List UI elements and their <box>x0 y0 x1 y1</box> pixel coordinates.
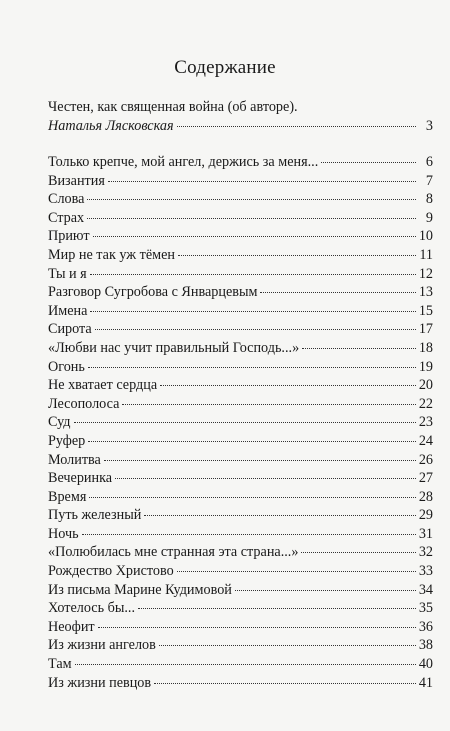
page-number: 23 <box>418 414 433 431</box>
page-number: 35 <box>418 600 433 617</box>
toc-entry <box>48 173 433 192</box>
page-number: 7 <box>425 172 433 189</box>
page-number: 13 <box>418 284 433 301</box>
toc-entry-title: Руфер <box>48 432 86 449</box>
toc-entry <box>48 452 433 471</box>
toc-entry-title: Суд <box>48 414 71 431</box>
toc-entry-title: Там <box>48 656 72 673</box>
dot-leader <box>104 460 416 461</box>
toc-entry <box>48 600 433 619</box>
toc-entry-title: Хотелось бы... <box>48 600 135 617</box>
toc-entry-title: Имена <box>48 302 88 319</box>
page-number: 22 <box>418 395 433 412</box>
dot-leader <box>235 590 416 591</box>
page-number: 40 <box>418 656 433 673</box>
toc-entry <box>48 247 433 266</box>
toc-entry <box>48 433 433 452</box>
toc-entry-title: Неофит <box>48 618 95 635</box>
toc-entry <box>48 507 433 526</box>
toc-entry-title: Молитва <box>48 451 101 468</box>
dot-leader <box>108 181 416 182</box>
toc-entry-title: Лесополоса <box>48 395 120 412</box>
dot-leader <box>122 404 415 405</box>
dot-leader <box>88 441 416 442</box>
toc-entry <box>48 321 433 340</box>
toc-entry-title: Византия <box>48 172 105 189</box>
page-number: 11 <box>419 246 433 263</box>
toc-entry-title: Огонь <box>48 358 85 375</box>
toc-entry <box>48 582 433 601</box>
dot-leader <box>88 367 416 368</box>
toc-entry <box>48 414 433 433</box>
dot-leader <box>95 329 416 330</box>
dot-leader <box>177 571 416 572</box>
intro-author-label: Наталья Лясковская <box>48 118 174 134</box>
toc-entry-title: Путь железный <box>48 507 142 524</box>
toc-entry-title: Слова <box>48 191 85 208</box>
toc-entry-title: Из письма Марине Кудимовой <box>48 581 232 598</box>
page-number: 26 <box>418 451 433 468</box>
page-number: 12 <box>418 265 433 282</box>
page-number: 38 <box>418 637 433 654</box>
dot-leader <box>177 126 416 127</box>
dot-leader <box>178 255 416 256</box>
toc-entry <box>48 656 433 675</box>
page-number: 17 <box>418 321 433 338</box>
table-of-contents <box>48 154 433 693</box>
toc-entry-title: Из жизни певцов <box>48 674 152 691</box>
toc-entry <box>48 489 433 508</box>
page-number: 28 <box>418 488 433 505</box>
toc-entry-title: «Любви нас учит правильный Господь...» <box>48 339 300 356</box>
dot-leader <box>321 162 416 163</box>
page-number: 18 <box>418 339 433 356</box>
toc-entry <box>48 340 433 359</box>
dot-leader <box>301 552 415 553</box>
toc-entry-title: Приют <box>48 228 90 245</box>
toc-entry-title: Вечеринка <box>48 470 113 487</box>
toc-entry <box>48 191 433 210</box>
page-number: 15 <box>418 302 433 319</box>
dot-leader <box>89 497 415 498</box>
page-number: 33 <box>418 563 433 580</box>
dot-leader <box>154 683 416 684</box>
dot-leader <box>138 608 416 609</box>
dot-leader <box>90 311 415 312</box>
page-title: Содержание <box>174 57 276 78</box>
page-number: 29 <box>418 507 433 524</box>
toc-entry-title: Рождество Христово <box>48 563 174 580</box>
toc-entry-title: Сирота <box>48 321 92 338</box>
toc-entry <box>48 526 433 545</box>
toc-entry <box>48 470 433 489</box>
page-number: 19 <box>418 358 433 375</box>
toc-entry-title: Разговор Сугробова с Январцевым <box>48 284 258 301</box>
dot-leader <box>115 478 416 479</box>
toc-entry-title: Не хватает сердца <box>48 377 158 394</box>
toc-entry <box>48 228 433 247</box>
intro-entry <box>48 118 433 137</box>
toc-entry-title: Время <box>48 488 87 505</box>
dot-leader <box>93 236 416 237</box>
toc-entry <box>48 210 433 229</box>
toc-entry <box>48 154 433 173</box>
page-number: 41 <box>418 674 433 691</box>
toc-entry-title: Из жизни ангелов <box>48 637 156 654</box>
page-number: 20 <box>418 377 433 394</box>
page-number: 8 <box>425 191 433 208</box>
dot-leader <box>302 348 416 349</box>
toc-entry-title: Ночь <box>48 525 79 542</box>
dot-leader <box>90 274 416 275</box>
dot-leader <box>74 422 416 423</box>
page-number: 6 <box>425 154 433 170</box>
dot-leader <box>260 292 415 293</box>
toc-entry-title: Мир не так уж тёмен <box>48 246 176 263</box>
toc-entry <box>48 544 433 563</box>
page-number: 32 <box>418 544 433 561</box>
page-number: 24 <box>418 432 433 449</box>
toc-entry <box>48 396 433 415</box>
page-number: 10 <box>418 228 433 245</box>
dot-leader <box>159 645 416 646</box>
dot-leader <box>160 385 416 386</box>
toc-entry <box>48 359 433 378</box>
toc-entry <box>48 303 433 322</box>
page-number: 36 <box>418 618 433 635</box>
toc-entry <box>48 637 433 656</box>
page-number: 31 <box>418 525 433 542</box>
dot-leader <box>87 199 416 200</box>
toc-entry-title: Ты и я <box>48 265 87 282</box>
intro-line: Честен, как священная война (об авторе). <box>48 99 298 115</box>
page-number: 34 <box>418 581 433 598</box>
dot-leader <box>82 534 416 535</box>
toc-entry <box>48 675 433 694</box>
toc-entry-title: Страх <box>48 209 85 226</box>
toc-entry <box>48 284 433 303</box>
toc-entry-title: Только крепче, мой ангел, держись за меня... <box>48 154 319 170</box>
dot-leader <box>87 218 416 219</box>
page-number: 9 <box>425 209 433 226</box>
toc-entry <box>48 563 433 582</box>
dot-leader <box>75 664 416 665</box>
toc-entry <box>48 377 433 396</box>
toc-entry <box>48 266 433 285</box>
toc-entry <box>48 619 433 638</box>
page-number: 27 <box>418 470 433 487</box>
dot-leader <box>144 515 415 516</box>
toc-entry-title: «Полюбилась мне странная эта страна...» <box>48 544 299 561</box>
page-number: 3 <box>425 118 433 134</box>
dot-leader <box>98 627 416 628</box>
